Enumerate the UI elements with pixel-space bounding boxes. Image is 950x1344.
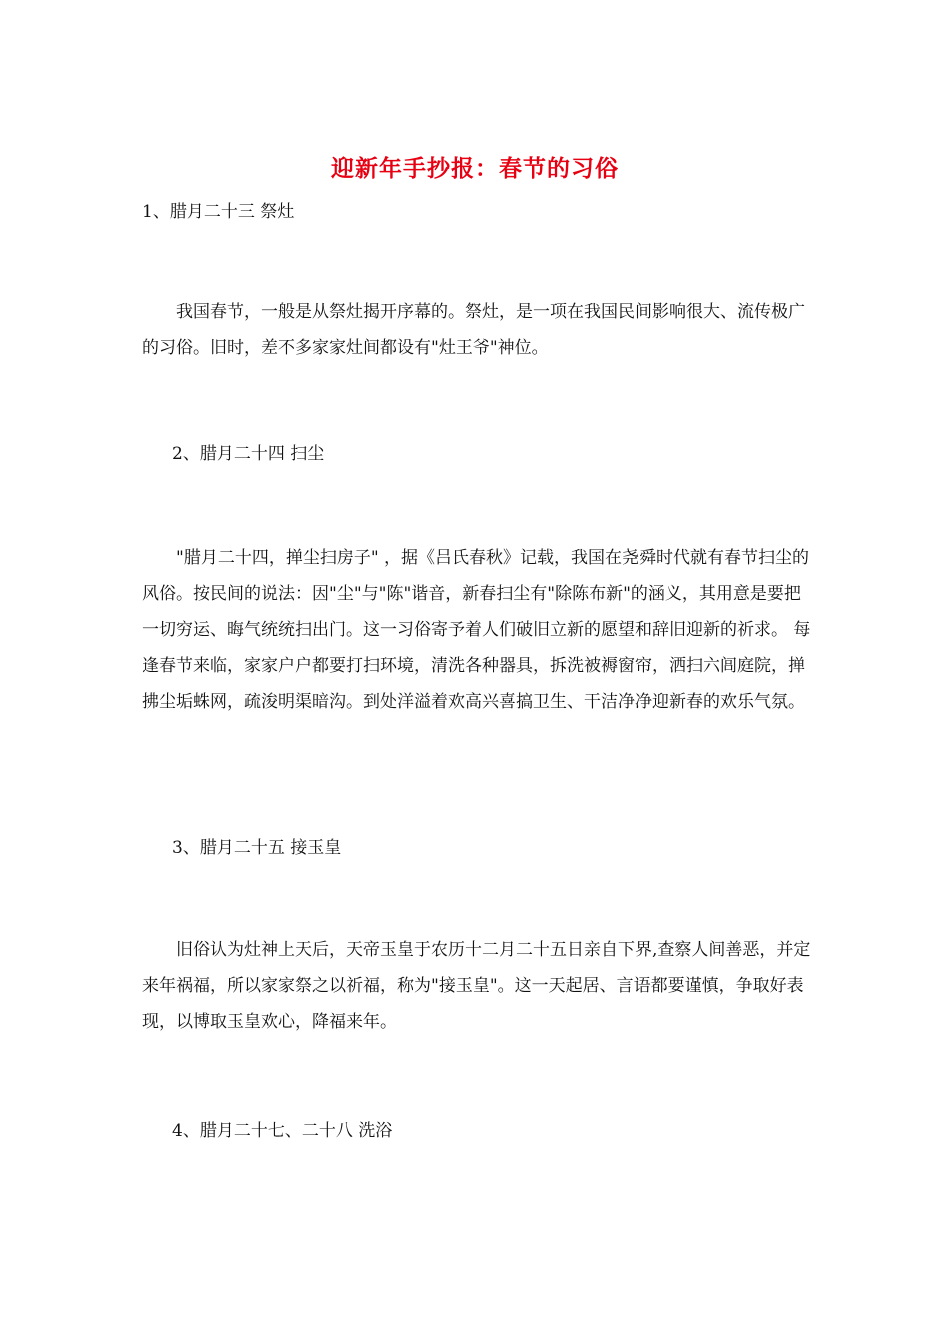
section-paragraph-2: "腊月二十四，掸尘扫房子" ，据《吕氏春秋》记载，我国在尧舜时代就有春节扫尘的风俗。按民间的说法：因"尘"与"陈"谐音，新春扫尘有"除陈布新"的涵义，其用意是要把一切穷运、晦气统统扫出门。这一习俗寄予着人们破旧立新的愿望和辞旧迎新的祈求。 每逢春节来临，家家户户都要打扫环境，清洗各种器具，拆洗被褥窗帘，洒扫六闾庭院，掸拂尘垢蛛网，疏浚明渠暗沟。到处洋溢着欢高兴喜搞卫生、干洁净净迎新春的欢乐气氛。: [142, 548, 811, 712]
section-heading-1: 1、腊月二十三 祭灶: [142, 202, 295, 222]
section-paragraph-1: 我国春节，一般是从祭灶揭开序幕的。祭灶，是一项在我国民间影响很大、流传极广的习俗。旧时，差不多家家灶间都设有"灶王爷"神位。: [142, 302, 805, 358]
section-heading-3: 3、腊月二十五 接玉皇: [172, 838, 342, 858]
section-heading-2: 2、腊月二十四 扫尘: [172, 444, 325, 464]
document-title: 迎新年手抄报：春节的习俗: [331, 155, 619, 182]
section-paragraph-3: 旧俗认为灶神上天后，天帝玉皇于农历十二月二十五日亲自下界,查察人间善恶，并定来年祸福，所以家家祭之以祈福，称为"接玉皇"。这一天起居、言语都要谨慎，争取好表现，以博取玉皇欢心，降福来年。: [142, 940, 811, 1032]
section-heading-4: 4、腊月二十七、二十八 洗浴: [172, 1121, 393, 1141]
